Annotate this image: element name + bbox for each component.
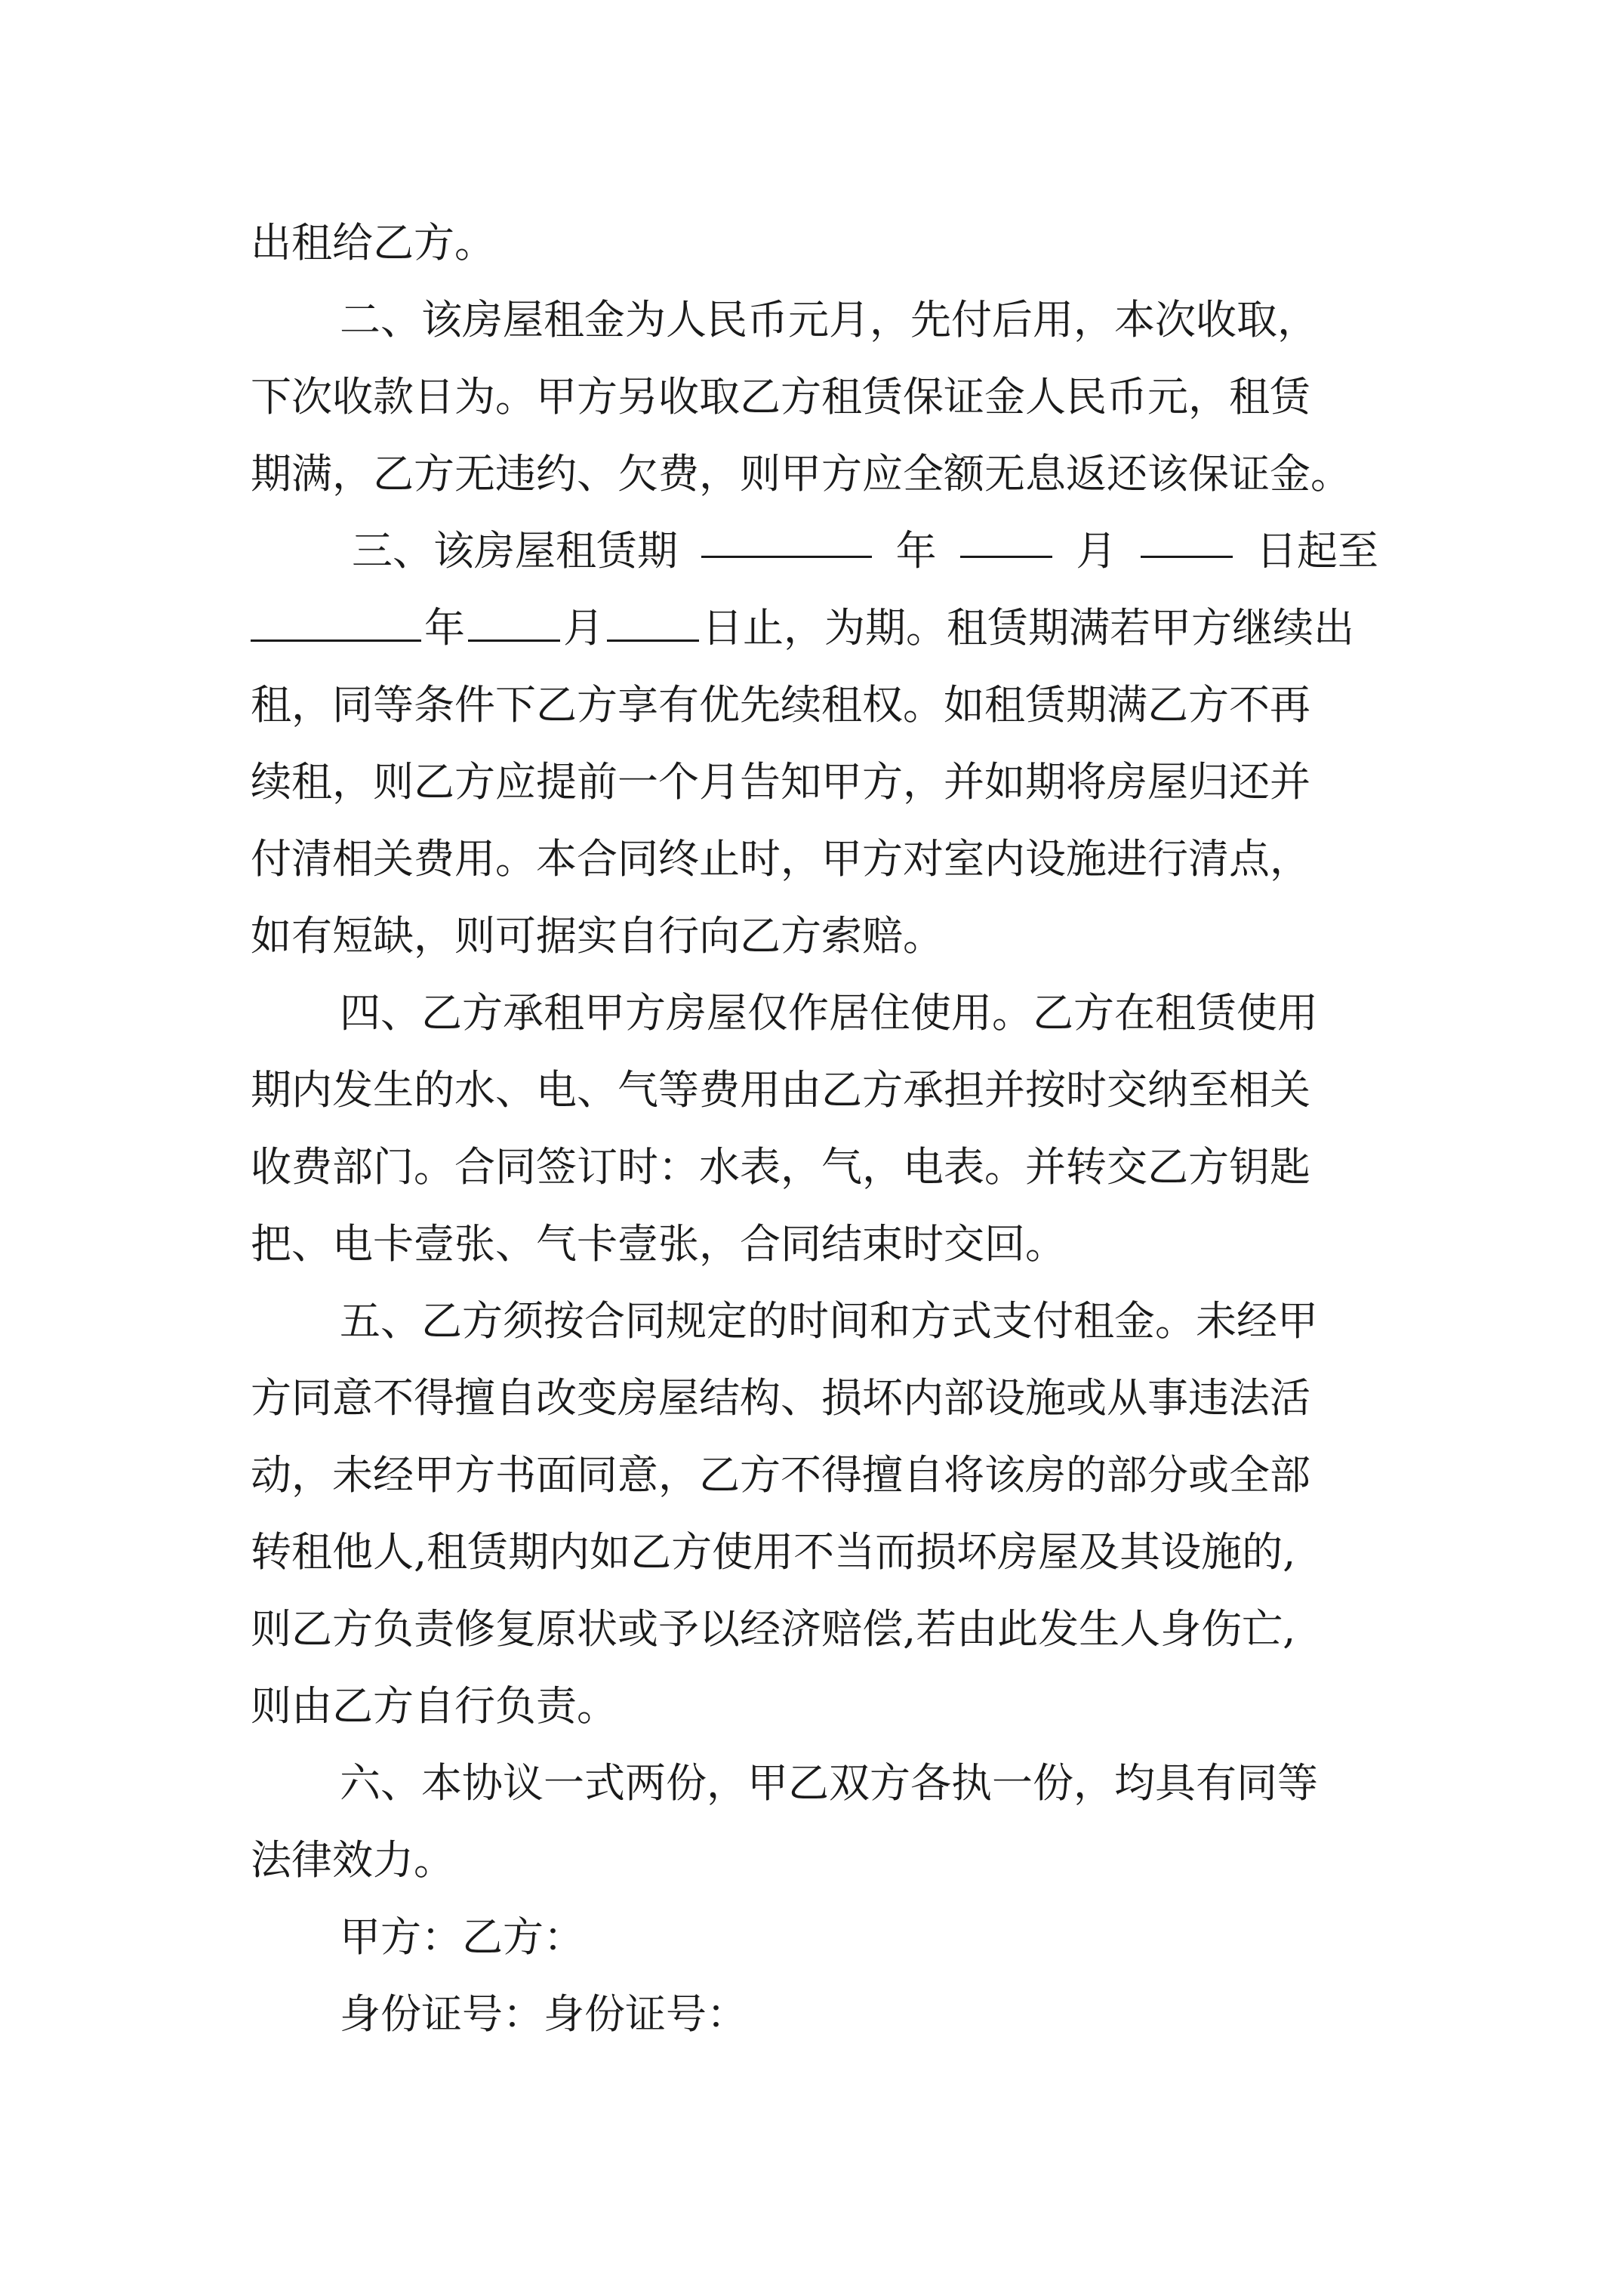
clause-5-line-4: 转租他人,租赁期内如乙方使用不当而损坏房屋及其设施的, bbox=[251, 1528, 1296, 1576]
clause-3-line-6: 如有短缺，则可据实自行向乙方索赔。 bbox=[251, 912, 944, 960]
end-year-label: 年 bbox=[424, 604, 465, 652]
end-month-blank bbox=[468, 596, 560, 642]
text-line-1: 出租给乙方。 bbox=[251, 219, 495, 267]
clause-5-line-2: 方同意不得擅自改变房屋结构、损坏内部设施或从事违法活 bbox=[251, 1374, 1310, 1422]
start-day-label: 日起至 bbox=[1255, 527, 1378, 575]
start-year-blank bbox=[701, 512, 872, 558]
clause-5-line-3: 动，未经甲方书面同意，乙方不得擅自将该房的部分或全部 bbox=[251, 1451, 1310, 1499]
clause-3-line-5: 付清相关费用。本合同终止时，甲方对室内设施进行清点， bbox=[251, 835, 1310, 883]
term-prefix: 三、该房屋租赁期 bbox=[352, 527, 678, 575]
clause-5-line-6: 则由乙方自行负责。 bbox=[251, 1682, 617, 1730]
end-year-blank bbox=[251, 596, 421, 642]
clause-2-line-3: 期满，乙方无违约、欠费，则甲方应全额无息返还该保证金。 bbox=[251, 450, 1351, 498]
clause-2-line-1: 二、该房屋租金为人民币元月，先付后用，本次收取， bbox=[340, 296, 1318, 344]
clause-4-line-1: 四、乙方承租甲方房屋仅作居住使用。乙方在租赁使用 bbox=[340, 989, 1318, 1037]
clause-6-line-2: 法律效力。 bbox=[251, 1836, 454, 1884]
clause-3-line-4: 续租，则乙方应提前一个月告知甲方，并如期将房屋归还并 bbox=[251, 758, 1310, 806]
clause-2-line-2: 下次收款日为。甲方另收取乙方租赁保证金人民币元，租赁 bbox=[251, 373, 1310, 421]
clause-4-line-4: 把、电卡壹张、气卡壹张，合同结束时交回。 bbox=[251, 1220, 1066, 1268]
start-month-blank bbox=[960, 512, 1052, 558]
start-year-label: 年 bbox=[895, 527, 937, 575]
clause-4-line-3: 收费部门。合同签订时：水表，气，电表。并转交乙方钥匙 bbox=[251, 1143, 1310, 1191]
clause-3-line-2 bbox=[251, 589, 1398, 667]
clause-5-line-5: 则乙方负责修复原状或予以经济赔偿,若由此发生人身伤亡, bbox=[251, 1605, 1296, 1653]
signature-id-numbers: 身份证号：身份证号： bbox=[340, 1990, 747, 2038]
end-month-label: 月 bbox=[563, 604, 604, 652]
end-day-blank bbox=[607, 596, 699, 642]
signature-parties: 甲方：乙方： bbox=[340, 1913, 584, 1961]
clause-3-line-3: 租，同等条件下乙方享有优先续租权。如租赁期满乙方不再 bbox=[251, 681, 1310, 729]
clause-3-line-1 bbox=[352, 512, 1378, 590]
start-month-label: 月 bbox=[1076, 527, 1117, 575]
clause-4-line-2: 期内发生的水、电、气等费用由乙方承担并按时交纳至相关 bbox=[251, 1066, 1310, 1114]
term-rest: 日止，为期。租赁期满若甲方继续出 bbox=[702, 604, 1354, 652]
clause-5-line-1: 五、乙方须按合同规定的时间和方式支付租金。未经甲 bbox=[340, 1297, 1318, 1345]
start-day-blank bbox=[1141, 512, 1233, 558]
clause-6-line-1: 六、本协议一式两份，甲乙双方各执一份，均具有同等 bbox=[340, 1759, 1318, 1807]
